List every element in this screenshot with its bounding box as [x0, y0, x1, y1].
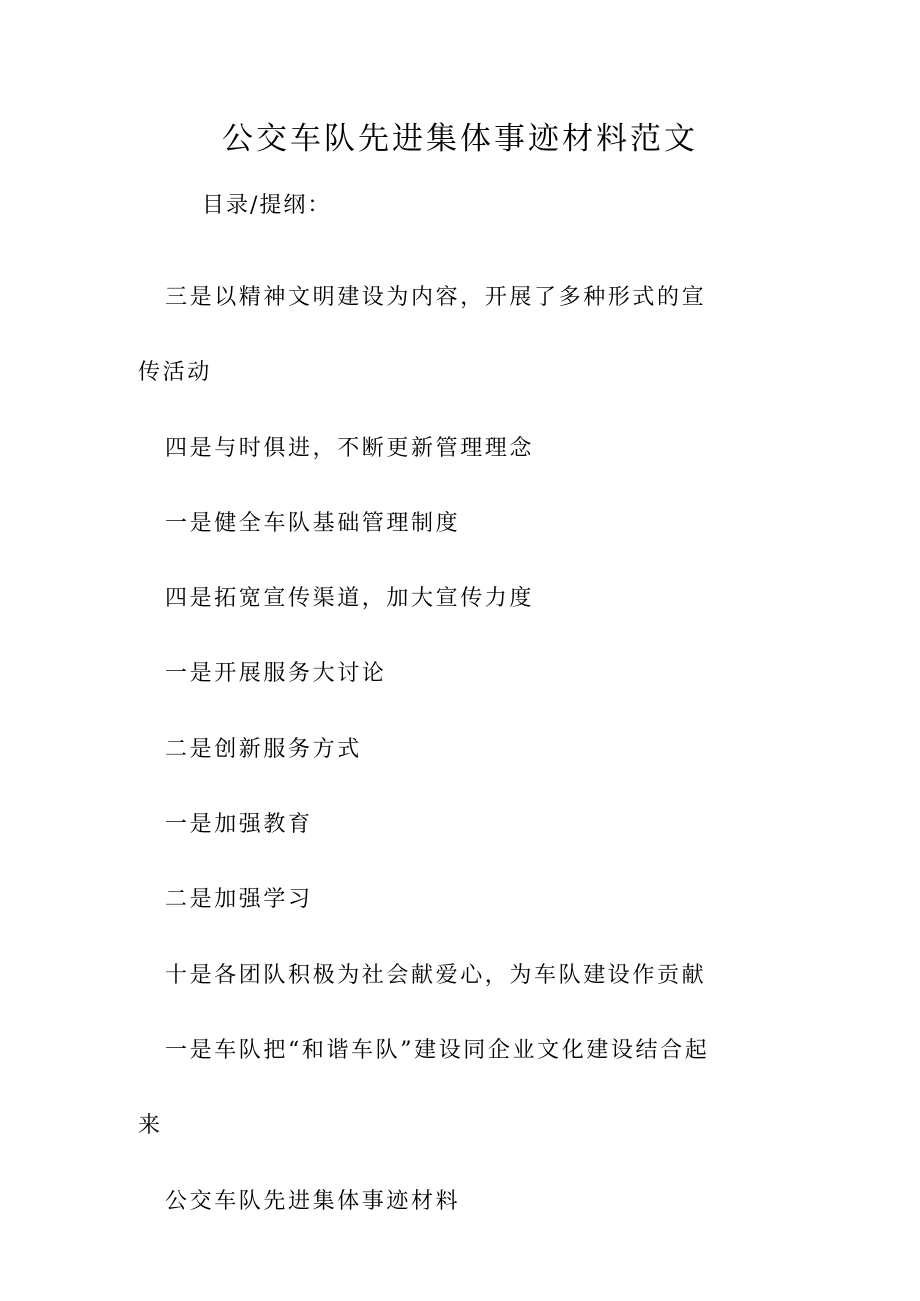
outline-item: 四是与时俱进，不断更新管理理念 — [165, 435, 535, 461]
outline-item: 二是创新服务方式 — [165, 736, 362, 762]
outline-item: 公交车队先进集体事迹材料 — [165, 1188, 461, 1214]
document-title: 公交车队先进集体事迹材料范文 — [222, 121, 698, 157]
outline-item: 一是健全车队基础管理制度 — [165, 510, 461, 536]
outline-item: 四是拓宽宣传渠道，加大宣传力度 — [165, 586, 535, 612]
outline-item: 一是车队把“和谐车队”建设同企业文化建设结合起来 — [138, 1037, 710, 1139]
outline-item: 一是加强教育 — [165, 812, 313, 838]
outline-item: 二是加强学习 — [165, 887, 313, 913]
outline-item: 十是各团队积极为社会献爱心，为车队建设作贡献 — [165, 962, 707, 988]
outline-list — [138, 260, 718, 1239]
outline-item: 三是以精神文明建设为内容，开展了多种形式的宣传活动 — [138, 285, 707, 386]
outline-item: 一是开展服务大讨论 — [165, 661, 387, 687]
toc-label: 目录/提纲： — [202, 193, 332, 218]
